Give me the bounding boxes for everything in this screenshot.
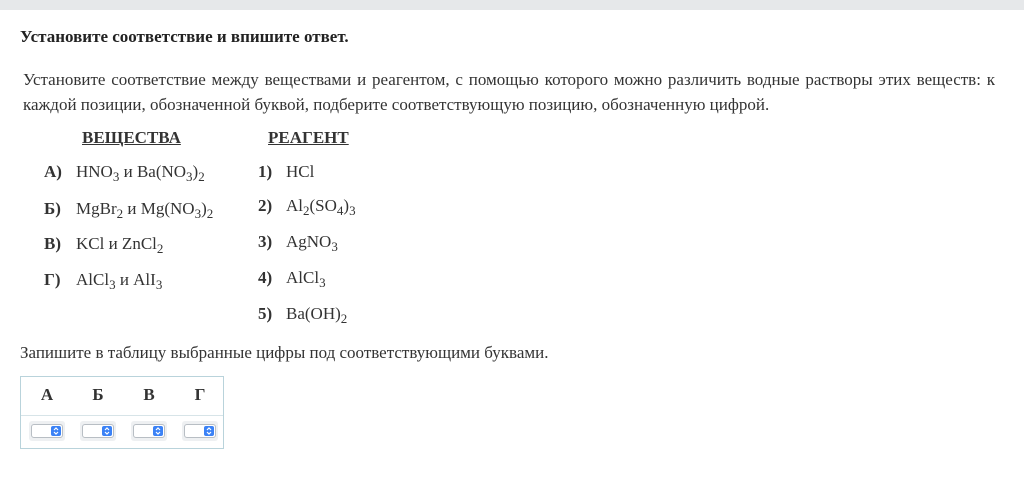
formula-subscript: 3 xyxy=(112,169,120,184)
reagent-label: 1) xyxy=(258,162,273,181)
substance-formula xyxy=(76,199,214,221)
formula-text: (SO xyxy=(309,196,337,215)
task-heading: Установите соответствие и впишите ответ. xyxy=(20,27,349,46)
substance-row xyxy=(44,234,163,254)
formula-text: AlCl xyxy=(76,270,110,289)
select-arrows-icon xyxy=(204,426,214,436)
answer-header-a: А xyxy=(40,385,54,404)
answer-table xyxy=(20,376,224,449)
reagent-label: 5) xyxy=(258,304,273,323)
formula-subscript: 2 xyxy=(303,203,310,218)
reagent-formula xyxy=(286,196,356,218)
formula-subscript: 3 xyxy=(331,239,338,254)
reagent-row xyxy=(258,232,338,252)
formula-subscript: 3 xyxy=(349,203,356,218)
formula-subscript: 2 xyxy=(116,206,124,221)
top-bar xyxy=(0,0,1024,10)
formula-subscript: 2 xyxy=(156,241,164,256)
formula-text: HCl xyxy=(286,162,315,181)
answer-instruction: Запишите в таблицу выбранные цифры под соответствующими буквами. xyxy=(20,343,549,362)
formula-subscript: 2 xyxy=(340,311,348,326)
formula-text: Al xyxy=(286,196,303,215)
substance-label: В) xyxy=(44,234,61,253)
answer-select-g[interactable] xyxy=(182,421,218,441)
reagent-row xyxy=(258,268,326,288)
formula-text: HNO xyxy=(76,162,113,181)
reagent-formula xyxy=(286,304,348,326)
reagent-label: 3) xyxy=(258,232,273,251)
reagents-header: РЕАГЕНТ xyxy=(268,128,349,147)
reagent-label: 4) xyxy=(258,268,273,287)
substance-row xyxy=(44,270,162,290)
substance-row xyxy=(44,162,205,182)
reagent-formula xyxy=(286,268,326,290)
formula-text: и AlI xyxy=(115,270,156,289)
answer-header-g: Г xyxy=(194,385,206,404)
answer-header-v: В xyxy=(143,385,155,404)
substance-formula xyxy=(76,162,205,184)
formula-subscript: 3 xyxy=(109,277,116,292)
formula-text: и Mg(NO xyxy=(123,199,195,218)
substance-formula xyxy=(76,234,164,256)
task-prompt: Установите соответствие между веществами и реагентом, с помощью которого можно различить водные растворы этих веществ: к каждой позиции, обозначенной буквой, подберите соответствующую позицию, обозначенную цифрой. xyxy=(23,70,995,114)
formula-subscript: 3 xyxy=(194,206,202,221)
reagent-row xyxy=(258,196,356,216)
formula-subscript: 3 xyxy=(155,277,163,292)
answer-table-divider xyxy=(21,415,223,416)
substances-header: ВЕЩЕСТВА xyxy=(82,128,181,147)
select-arrows-icon xyxy=(51,426,61,436)
reagent-label: 2) xyxy=(258,196,273,215)
answer-select-a[interactable] xyxy=(29,421,65,441)
select-arrows-icon xyxy=(102,426,112,436)
formula-text: AlCl xyxy=(286,268,320,287)
substance-label: Г) xyxy=(44,270,61,289)
formula-subscript: 2 xyxy=(206,206,214,221)
formula-subscript: 3 xyxy=(186,169,193,184)
formula-subscript: 3 xyxy=(319,275,326,290)
formula-text: ) xyxy=(192,162,199,181)
formula-text: MgBr xyxy=(76,199,117,218)
select-arrows-icon xyxy=(153,426,163,436)
reagent-formula xyxy=(286,162,314,181)
answer-header-b: Б xyxy=(92,385,104,404)
answer-select-b[interactable] xyxy=(80,421,116,441)
formula-text: ) xyxy=(201,199,207,218)
formula-text: и Ba(NO xyxy=(119,162,187,181)
reagent-formula xyxy=(286,232,338,254)
formula-text: Ba(OH) xyxy=(286,304,341,323)
formula-text: ) xyxy=(343,196,350,215)
formula-subscript: 2 xyxy=(198,169,205,184)
answer-select-v[interactable] xyxy=(131,421,167,441)
substance-row xyxy=(44,199,213,219)
substance-label: А) xyxy=(44,162,62,181)
substance-label: Б) xyxy=(44,199,61,218)
formula-text: AgNO xyxy=(286,232,332,251)
reagent-row xyxy=(258,304,347,324)
substance-formula xyxy=(76,270,163,292)
formula-subscript: 4 xyxy=(336,203,344,218)
formula-text: KCl и ZnCl xyxy=(76,234,157,253)
reagent-row xyxy=(258,162,314,182)
